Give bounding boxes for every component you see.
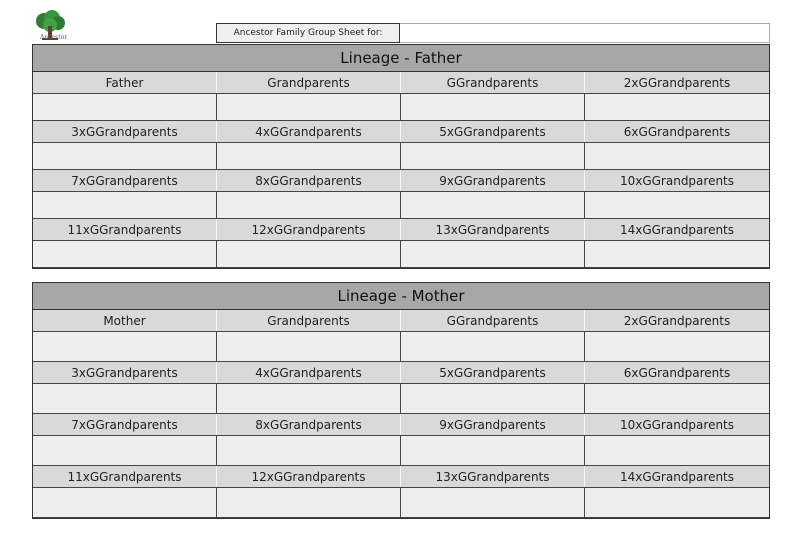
father-generation-entry-field[interactable] [585,142,769,170]
father-generation-label: 14xGGrandparents [585,219,769,240]
sheet-header-value-field[interactable] [400,23,770,43]
father-generation-label: 3xGGrandparents [33,121,217,142]
mother-generation-entry-field[interactable] [217,435,401,466]
father-generation-label: 10xGGrandparents [585,170,769,191]
mother-generation-label: 11xGGrandparents [33,466,217,487]
mother-generation-entry-field[interactable] [33,331,217,362]
father-generation-entry-field[interactable] [33,93,217,121]
mother-generation-entry-field[interactable] [217,487,401,518]
father-generation-label: 2xGGrandparents [585,72,769,93]
father-generation-entry-field[interactable] [217,93,401,121]
father-generation-label: 4xGGrandparents [217,121,401,142]
mother-generation-label: GGrandparents [401,310,585,331]
father-generation-label: Grandparents [217,72,401,93]
father-generation-entry-field[interactable] [401,240,585,268]
mother-generation-label: 7xGGrandparents [33,414,217,435]
mother-generation-entry-field[interactable] [585,331,769,362]
mother-generation-label: 9xGGrandparents [401,414,585,435]
mother-generation-entry-field[interactable] [401,435,585,466]
father-generation-label: Father [33,72,217,93]
father-generation-entry-field[interactable] [33,191,217,219]
father-generation-label: 5xGGrandparents [401,121,585,142]
father-generation-entry-field[interactable] [217,191,401,219]
logo-caption: Ancestor [40,34,68,41]
father-generation-entry-field[interactable] [217,142,401,170]
father-generation-entry-field[interactable] [217,240,401,268]
sheet-header [216,23,770,44]
mother-generation-entry-field[interactable] [217,383,401,414]
father-generation-entry-field[interactable] [33,240,217,268]
mother-generation-label: 2xGGrandparents [585,310,769,331]
mother-generation-label: 14xGGrandparents [585,466,769,487]
mother-generation-entry-field[interactable] [401,383,585,414]
sheet-header-label: Ancestor Family Group Sheet for: [216,23,400,43]
father-generation-label: 8xGGrandparents [217,170,401,191]
mother-generation-entry-field[interactable] [33,435,217,466]
lineage-mother-grid [33,310,769,518]
father-generation-label: 6xGGrandparents [585,121,769,142]
father-generation-label: 7xGGrandparents [33,170,217,191]
mother-generation-entry-field[interactable] [401,487,585,518]
mother-generation-entry-field[interactable] [217,331,401,362]
mother-generation-label: 12xGGrandparents [217,466,401,487]
mother-generation-entry-field[interactable] [33,487,217,518]
father-generation-entry-field[interactable] [585,93,769,121]
mother-generation-entry-field[interactable] [585,487,769,518]
father-generation-label: 13xGGrandparents [401,219,585,240]
father-generation-entry-field[interactable] [401,142,585,170]
mother-generation-label: 5xGGrandparents [401,362,585,383]
lineage-father-title: Lineage - Father [33,45,769,72]
mother-generation-entry-field[interactable] [585,435,769,466]
father-generation-entry-field[interactable] [585,240,769,268]
mother-generation-label: 10xGGrandparents [585,414,769,435]
mother-generation-entry-field[interactable] [33,383,217,414]
mother-generation-label: 6xGGrandparents [585,362,769,383]
mother-generation-label: 13xGGrandparents [401,466,585,487]
father-generation-entry-field[interactable] [585,191,769,219]
mother-generation-label: 8xGGrandparents [217,414,401,435]
mother-generation-label: Mother [33,310,217,331]
father-generation-label: 11xGGrandparents [33,219,217,240]
mother-generation-entry-field[interactable] [401,331,585,362]
lineage-mother-table [32,282,770,519]
father-generation-entry-field[interactable] [33,142,217,170]
father-generation-label: 12xGGrandparents [217,219,401,240]
father-generation-entry-field[interactable] [401,191,585,219]
lineage-father-table [32,44,770,269]
father-generation-entry-field[interactable] [401,93,585,121]
lineage-father-grid [33,72,769,268]
father-generation-label: 9xGGrandparents [401,170,585,191]
lineage-mother-title: Lineage - Mother [33,283,769,310]
mother-generation-entry-field[interactable] [585,383,769,414]
mother-generation-label: 4xGGrandparents [217,362,401,383]
father-generation-label: GGrandparents [401,72,585,93]
mother-generation-label: Grandparents [217,310,401,331]
mother-generation-label: 3xGGrandparents [33,362,217,383]
